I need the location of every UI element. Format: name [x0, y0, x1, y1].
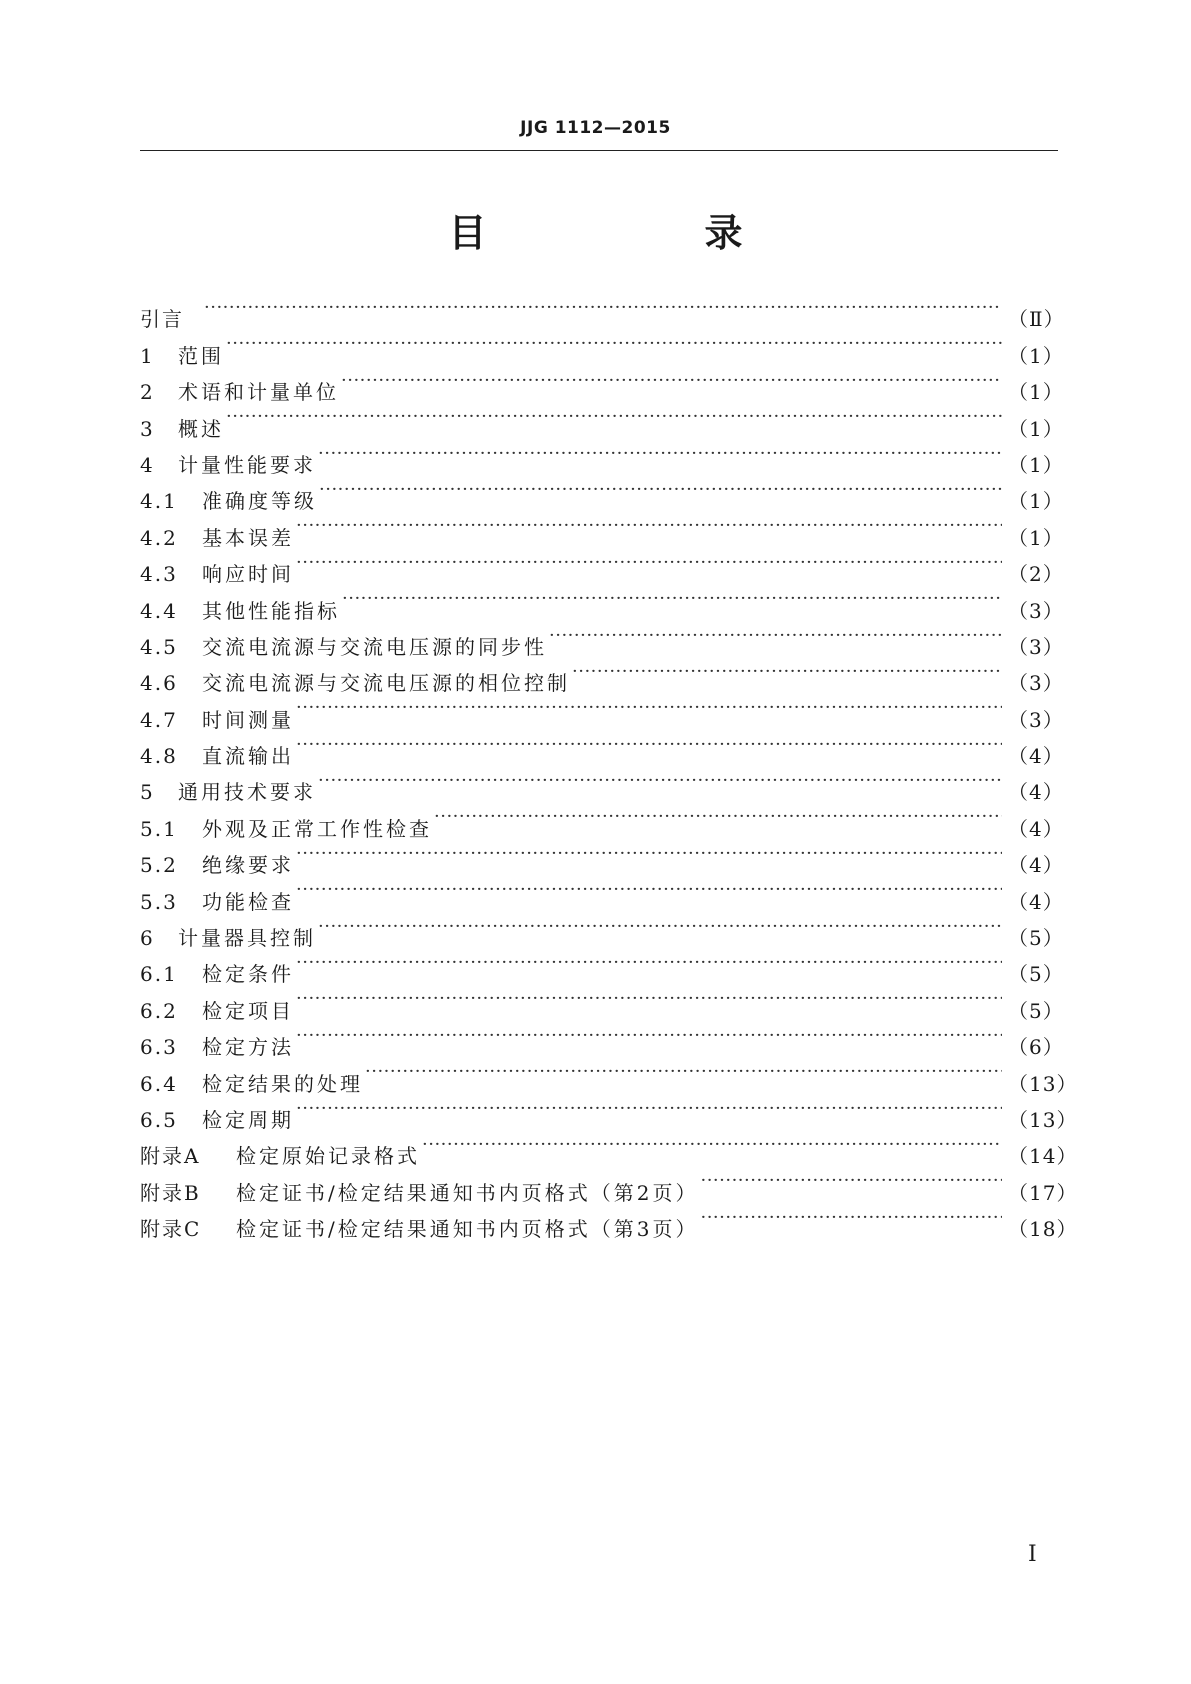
toc-entry-title: 直流输出	[202, 744, 294, 769]
toc-leader-dots	[572, 654, 1002, 690]
toc-entry-page: （4）	[1008, 744, 1064, 769]
toc-entry-page: （2）	[1008, 562, 1064, 587]
toc-entry-page: （1）	[1008, 343, 1064, 368]
toc-entry-page: （1）	[1008, 489, 1064, 514]
toc-entry-page: （3）	[1008, 634, 1064, 659]
toc-entry-page: （4）	[1008, 853, 1064, 878]
toc-entry-title: 外观及正常工作性检查	[202, 816, 432, 841]
toc-entry-number: 4.8	[140, 744, 178, 769]
toc-entry[interactable]	[140, 290, 1065, 332]
toc-entry-page: （13）	[1008, 1071, 1078, 1096]
document-code: JJG 1112—2015	[520, 118, 671, 138]
toc-entry-number: 3	[140, 416, 155, 441]
toc-entry-page: （3）	[1008, 671, 1064, 696]
toc-entry-number: 4.3	[140, 562, 178, 587]
toc-entry-page: （18）	[1008, 1217, 1078, 1242]
toc-entry-number: 4.4	[140, 598, 178, 623]
toc-leader-dots	[422, 1127, 1002, 1163]
toc-leader-dots	[700, 1200, 1002, 1236]
toc-entry-title: 检定条件	[202, 962, 294, 987]
toc-entry-number: 5	[140, 780, 155, 805]
toc-entry-number: 4.5	[140, 634, 178, 659]
toc-entry-number: 1	[140, 343, 155, 368]
toc-leader-dots	[318, 763, 1002, 799]
toc-entry-title: 交流电流源与交流电压源的同步性	[202, 634, 547, 659]
toc-leader-dots	[318, 909, 1002, 945]
toc-entry-number: 引言	[140, 307, 184, 332]
toc-entry-page: （13）	[1008, 1107, 1078, 1132]
toc-leader-dots	[700, 1163, 1002, 1199]
toc-leader-dots	[296, 690, 1002, 726]
toc-entry-title: 计量器具控制	[178, 926, 316, 951]
toc-entry-number: 5.3	[140, 889, 178, 914]
toc-entry-number: 4.7	[140, 707, 178, 732]
toc-leader-dots	[318, 436, 1002, 472]
toc-entry-page: （1）	[1008, 380, 1064, 405]
toc-entry-number: 6.4	[140, 1071, 178, 1096]
page-title: 目 录	[448, 211, 833, 255]
toc-entry-page: （4）	[1008, 889, 1064, 914]
toc-entry-page: （4）	[1008, 780, 1064, 805]
toc-entry-title: 功能检查	[202, 889, 294, 914]
toc-entry-number: 附录B	[140, 1180, 201, 1205]
toc-leader-dots	[319, 472, 1002, 508]
table-of-contents	[140, 290, 1078, 1242]
toc-entry-page: （Ⅱ）	[1008, 307, 1065, 332]
page-number: Ⅰ	[1028, 1542, 1037, 1567]
toc-entry-number: 5.1	[140, 816, 178, 841]
toc-leader-dots	[296, 981, 1002, 1017]
toc-entry-number: 附录A	[140, 1144, 201, 1169]
toc-entry-page: （3）	[1008, 707, 1064, 732]
toc-entry-title: 检定证书/检定结果通知书内页格式（第3页）	[236, 1217, 699, 1242]
toc-entry-page: （1）	[1008, 416, 1064, 441]
toc-entry-title: 通用技术要求	[178, 780, 316, 805]
toc-leader-dots	[365, 1054, 1002, 1090]
toc-entry-page: （17）	[1008, 1180, 1078, 1205]
toc-entry-title: 检定周期	[202, 1107, 294, 1132]
toc-entry-number: 4	[140, 452, 155, 477]
toc-entry-number: 附录C	[140, 1217, 202, 1242]
toc-entry-title: 检定项目	[202, 998, 294, 1023]
toc-entry-title: 交流电流源与交流电压源的相位控制	[202, 671, 570, 696]
toc-entry-title: 概述	[178, 416, 224, 441]
toc-entry-number: 6.1	[140, 962, 178, 987]
toc-entry-page: （5）	[1008, 926, 1064, 951]
toc-leader-dots	[341, 363, 1002, 399]
toc-leader-dots	[296, 508, 1002, 544]
toc-leader-dots	[342, 581, 1002, 617]
toc-entry-title: 其他性能指标	[202, 598, 340, 623]
toc-leader-dots	[296, 1018, 1002, 1054]
toc-entry-number: 6.2	[140, 998, 178, 1023]
toc-leader-dots	[549, 618, 1002, 654]
toc-entry-number: 6.3	[140, 1035, 178, 1060]
toc-entry-page: （14）	[1008, 1144, 1078, 1169]
toc-entry-title: 范围	[178, 343, 224, 368]
toc-entry-number: 5.2	[140, 853, 178, 878]
toc-entry-page: （5）	[1008, 962, 1064, 987]
toc-leader-dots	[204, 290, 1002, 326]
toc-leader-dots	[226, 326, 1002, 362]
toc-entry-title: 检定证书/检定结果通知书内页格式（第2页）	[236, 1180, 699, 1205]
toc-entry-title: 计量性能要求	[178, 452, 316, 477]
toc-leader-dots	[296, 945, 1002, 981]
toc-entry-title: 响应时间	[202, 562, 294, 587]
toc-entry[interactable]	[140, 399, 1064, 441]
toc-entry-title: 时间测量	[202, 707, 294, 732]
toc-entry-number: 6	[140, 926, 155, 951]
toc-leader-dots	[296, 836, 1002, 872]
toc-leader-dots	[296, 545, 1002, 581]
toc-entry-number: 2	[140, 380, 155, 405]
toc-entry-page: （4）	[1008, 816, 1064, 841]
toc-entry-number: 4.6	[140, 671, 178, 696]
toc-entry[interactable]	[140, 326, 1064, 368]
toc-leader-dots	[296, 872, 1002, 908]
toc-leader-dots	[296, 1091, 1002, 1127]
toc-entry-number: 4.1	[140, 489, 178, 514]
toc-entry-title: 检定结果的处理	[202, 1071, 363, 1096]
toc-entry[interactable]	[140, 363, 1064, 405]
toc-leader-dots	[434, 799, 1002, 835]
toc-entry-number: 4.2	[140, 525, 178, 550]
toc-leader-dots	[226, 399, 1002, 435]
toc-entry-number: 6.5	[140, 1107, 178, 1132]
toc-entry-title: 检定原始记录格式	[236, 1144, 420, 1169]
toc-entry-page: （5）	[1008, 998, 1064, 1023]
toc-entry-title: 术语和计量单位	[178, 380, 339, 405]
toc-entry-page: （1）	[1008, 525, 1064, 550]
toc-entry-title: 检定方法	[202, 1035, 294, 1060]
toc-entry-title: 基本误差	[202, 525, 294, 550]
toc-entry-title: 准确度等级	[202, 489, 317, 514]
toc-entry-title: 绝缘要求	[202, 853, 294, 878]
toc-entry-page: （1）	[1008, 452, 1064, 477]
toc-leader-dots	[296, 727, 1002, 763]
toc-entry[interactable]	[140, 436, 1064, 477]
toc-entry-page: （3）	[1008, 598, 1064, 623]
toc-entry-page: （6）	[1008, 1035, 1064, 1060]
header-rule	[140, 150, 1058, 151]
